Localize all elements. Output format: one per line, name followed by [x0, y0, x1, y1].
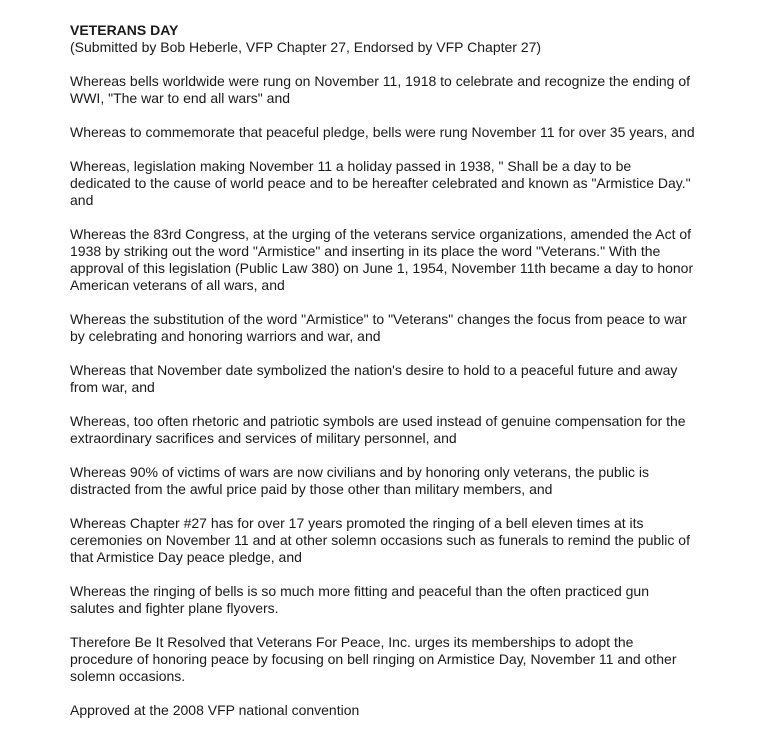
- paragraph-whereas-5: Whereas the substitution of the word "Armistice" to "Veterans" changes the focus from peace to war by celebrating and honoring warriors and war, and: [70, 311, 687, 344]
- paragraph-whereas-4: Whereas the 83rd Congress, at the urging of the veterans service organizations, amended the Act of 1938 by striking out the word "Armistice" and inserting in its place the word "Veterans." With the approval of this legislation (Public Law 380) on June 1, 1954, November 11th became a day to honor American veterans of all wars, and: [70, 226, 694, 293]
- paragraph-whereas-7: Whereas, too often rhetoric and patriotic symbols are used instead of genuine compensation for the extraordinary sacrifices and services of military personnel, and: [70, 413, 686, 446]
- paragraph-whereas-8: Whereas 90% of victims of wars are now civilians and by honoring only veterans, the public is distracted from the awful price paid by those other than military members, and: [70, 464, 649, 497]
- document-byline: (Submitted by Bob Heberle, VFP Chapter 27, Endorsed by VFP Chapter 27): [70, 39, 542, 55]
- document-title: VETERANS DAY: [70, 22, 179, 38]
- document-body: [70, 73, 695, 719]
- paragraph-whereas-6: Whereas that November date symbolized the nation's desire to hold to a peaceful future and away from war, and: [70, 362, 678, 395]
- paragraph-whereas-3: Whereas, legislation making November 11 a holiday passed in 1938, " Shall be a day to be dedicated to the cause of world peace and to be hereafter celebrated and known as "Armistice Day." and: [70, 158, 691, 208]
- paragraph-whereas-2: Whereas to commemorate that peaceful pledge, bells were rung November 11 for over 35 years, and: [70, 124, 695, 140]
- paragraph-resolution: Therefore Be It Resolved that Veterans For Peace, Inc. urges its memberships to adopt the procedure of honoring peace by focusing on bell ringing on Armistice Day, November 11 and other solemn occasions.: [70, 634, 677, 684]
- paragraph-approval: Approved at the 2008 VFP national convention: [70, 702, 360, 718]
- paragraph-whereas-10: Whereas the ringing of bells is so much more fitting and peaceful than the often practiced gun salutes and fighter plane flyovers.: [70, 583, 650, 616]
- paragraph-whereas-9: Whereas Chapter #27 has for over 17 years promoted the ringing of a bell eleven times at its ceremonies on November 11 and at other solemn occasions such as funerals to remind the public of that Armistice Day peace pledge, and: [70, 515, 690, 565]
- paragraph-whereas-1: Whereas bells worldwide were rung on November 11, 1918 to celebrate and recognize the ending of WWI, "The war to end all wars" and: [70, 73, 690, 106]
